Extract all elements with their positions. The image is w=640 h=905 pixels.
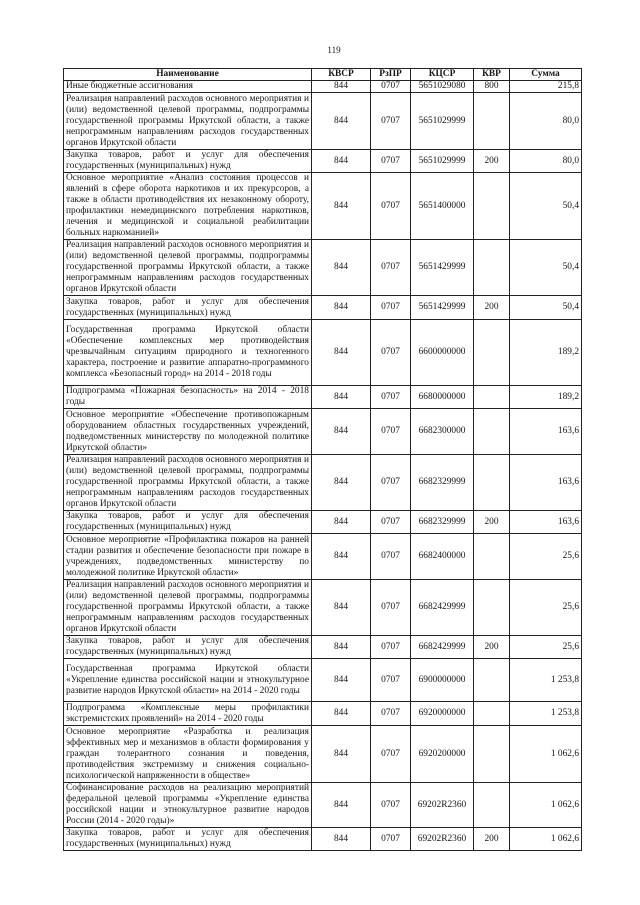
table-row	[64, 386, 582, 409]
cell-kvr: 200	[474, 511, 510, 534]
cell-kcsr: 6920200000	[411, 726, 474, 783]
cell-kvsr: 844	[312, 783, 371, 828]
cell-kcsr: 5651029080	[411, 81, 474, 93]
cell-kvr: 200	[474, 296, 510, 320]
table-row	[64, 150, 582, 173]
cell-name: Закупка товаров, работ и услуг для обеспечения государственных (муниципальных) нужд	[64, 150, 312, 173]
cell-kvr	[474, 726, 510, 783]
cell-kvsr: 844	[312, 455, 371, 511]
cell-rzpr: 0707	[371, 659, 411, 702]
page-number: 119	[327, 45, 341, 55]
cell-kvsr: 844	[312, 580, 371, 636]
cell-kvr	[474, 93, 510, 150]
cell-sum: 1 253,8	[510, 702, 582, 726]
cell-kvr	[474, 409, 510, 455]
cell-sum: 163,6	[510, 455, 582, 511]
table-row	[64, 511, 582, 534]
cell-name: Государственная программа Иркутской области «Обеспечение комплексных мер противодействия чрезвычайным ситуациям природного и техногенного характера, построение и развитие аппаратно-программного комплекса «Безопасный город» на 2014 - 2018 годы	[64, 320, 312, 386]
cell-name: Основное мероприятие «Обеспечение противопожарным оборудованием областных государственных учреждений, подведомственных министерству по молодежной политике Иркутской области»	[64, 409, 312, 455]
cell-sum: 1 062,6	[510, 828, 582, 851]
table-row	[64, 783, 582, 828]
header-kcsr: КЦСР	[411, 69, 474, 81]
cell-rzpr: 0707	[371, 93, 411, 150]
cell-kvr	[474, 659, 510, 702]
cell-kvsr: 844	[312, 150, 371, 173]
cell-name: Основное мероприятие «Профилактика пожаров на ранней стадии развития и обеспечение безопасности при пожаре в учреждениях, подведомственных министерству по молодежной политике Иркутской области»	[64, 534, 312, 580]
table-row	[64, 534, 582, 580]
header-rzpr: РзПР	[371, 69, 411, 81]
cell-kcsr: 6682429999	[411, 580, 474, 636]
cell-kcsr: 6900000000	[411, 659, 474, 702]
cell-sum: 80,0	[510, 93, 582, 150]
cell-kvsr: 844	[312, 386, 371, 409]
cell-rzpr: 0707	[371, 150, 411, 173]
cell-rzpr: 0707	[371, 783, 411, 828]
cell-name: Реализация направлений расходов основного мероприятия и (или) ведомственной целевой программы, подпрограммы государственной программы Иркутской области, а также непрограммным направлениям расходов государственных органов Иркутской области	[64, 240, 312, 296]
table-header-row	[64, 69, 582, 81]
cell-kvr	[474, 580, 510, 636]
cell-kvr	[474, 173, 510, 240]
table-row	[64, 173, 582, 240]
header-kvr: КВР	[474, 69, 510, 81]
table-row	[64, 93, 582, 150]
cell-rzpr: 0707	[371, 534, 411, 580]
cell-kvr	[474, 702, 510, 726]
table-row	[64, 659, 582, 702]
table-row	[64, 455, 582, 511]
cell-kcsr: 5651400000	[411, 173, 474, 240]
cell-rzpr: 0707	[371, 636, 411, 659]
cell-kvsr: 844	[312, 93, 371, 150]
cell-name: Подпрограмма «Пожарная безопасность» на 2014 - 2018 годы	[64, 386, 312, 409]
cell-kvsr: 844	[312, 534, 371, 580]
cell-kcsr: 6682329999	[411, 455, 474, 511]
cell-kcsr: 5651029999	[411, 93, 474, 150]
cell-kcsr: 6682429999	[411, 636, 474, 659]
table-row	[64, 409, 582, 455]
cell-kvsr: 844	[312, 296, 371, 320]
cell-kcsr: 69202R2360	[411, 828, 474, 851]
cell-sum: 50,4	[510, 173, 582, 240]
cell-name: Государственная программа Иркутской области «Укрепление единства российской нации и этнокультурное развитие народов Иркутской области» на 2014 - 2020 годы	[64, 659, 312, 702]
cell-kcsr: 5651429999	[411, 296, 474, 320]
cell-sum: 80,0	[510, 150, 582, 173]
cell-kvsr: 844	[312, 173, 371, 240]
cell-rzpr: 0707	[371, 455, 411, 511]
cell-kcsr: 6682300000	[411, 409, 474, 455]
cell-sum: 1 253,8	[510, 659, 582, 702]
cell-rzpr: 0707	[371, 580, 411, 636]
cell-name: Реализация направлений расходов основного мероприятия и (или) ведомственной целевой программы, подпрограммы государственной программы Иркутской области, а также непрограммным направлениям расходов государственных органов Иркутской области	[64, 93, 312, 150]
cell-kvsr: 844	[312, 659, 371, 702]
cell-kvsr: 844	[312, 726, 371, 783]
cell-rzpr: 0707	[371, 828, 411, 851]
cell-kvr	[474, 534, 510, 580]
cell-name: Закупка товаров, работ и услуг для обеспечения государственных (муниципальных) нужд	[64, 511, 312, 534]
cell-name: Иные бюджетные ассигнования	[64, 81, 312, 93]
table-row	[64, 580, 582, 636]
cell-name: Основное мероприятие «Анализ состояния процессов и явлений в сфере оборота наркотиков и их прекурсоров, а также в области противодействия их незаконному обороту, профилактики немедицинского потребления наркотиков, лечения и медицинской и социальной реабилитации больных наркоманией»	[64, 173, 312, 240]
cell-kvr	[474, 386, 510, 409]
cell-name: Закупка товаров, работ и услуг для обеспечения государственных (муниципальных) нужд	[64, 828, 312, 851]
table-row	[64, 726, 582, 783]
table-row	[64, 828, 582, 851]
cell-kvr: 200	[474, 828, 510, 851]
cell-kvr	[474, 320, 510, 386]
cell-kcsr: 5651029999	[411, 150, 474, 173]
table-row	[64, 320, 582, 386]
header-kvsr: КВСР	[312, 69, 371, 81]
cell-rzpr: 0707	[371, 81, 411, 93]
cell-sum: 50,4	[510, 240, 582, 296]
cell-kvsr: 844	[312, 320, 371, 386]
cell-sum: 25,6	[510, 580, 582, 636]
cell-kcsr: 6600000000	[411, 320, 474, 386]
header-sum: Сумма	[510, 69, 582, 81]
cell-sum: 189,2	[510, 320, 582, 386]
table-row	[64, 636, 582, 659]
cell-kvr	[474, 455, 510, 511]
cell-sum: 25,6	[510, 534, 582, 580]
cell-rzpr: 0707	[371, 320, 411, 386]
header-name: Наименование	[64, 69, 312, 81]
cell-name: Реализация направлений расходов основного мероприятия и (или) ведомственной целевой программы, подпрограммы государственной программы Иркутской области, а также непрограммным направлениям расходов государственных органов Иркутской области	[64, 455, 312, 511]
cell-kcsr: 69202R2360	[411, 783, 474, 828]
cell-name: Закупка товаров, работ и услуг для обеспечения государственных (муниципальных) нужд	[64, 636, 312, 659]
table-row	[64, 702, 582, 726]
cell-name: Подпрограмма «Комплексные меры профилактики экстремистских проявлений» на 2014 - 2020 годы	[64, 702, 312, 726]
cell-name: Основное мероприятие «Разработка и реализация эффективных мер и механизмов в области формирования у граждан толерантного сознания и поведения, противодействия экстремизму и снижения социально-психологической напряженности в обществе»	[64, 726, 312, 783]
cell-name: Реализация направлений расходов основного мероприятия и (или) ведомственной целевой программы, подпрограммы государственной программы Иркутской области, а также непрограммным направлениям расходов государственных органов Иркутской области	[64, 580, 312, 636]
cell-kcsr: 6682400000	[411, 534, 474, 580]
cell-sum: 25,6	[510, 636, 582, 659]
cell-sum: 1 062,6	[510, 783, 582, 828]
cell-kcsr: 6920000000	[411, 702, 474, 726]
cell-rzpr: 0707	[371, 409, 411, 455]
cell-rzpr: 0707	[371, 726, 411, 783]
cell-sum: 215,8	[510, 81, 582, 93]
cell-kvsr: 844	[312, 636, 371, 659]
cell-kvsr: 844	[312, 81, 371, 93]
cell-rzpr: 0707	[371, 240, 411, 296]
cell-kcsr: 5651429999	[411, 240, 474, 296]
cell-kcsr: 6680000000	[411, 386, 474, 409]
cell-kvsr: 844	[312, 240, 371, 296]
cell-rzpr: 0707	[371, 702, 411, 726]
cell-rzpr: 0707	[371, 511, 411, 534]
table-row	[64, 296, 582, 320]
cell-kcsr: 6682329999	[411, 511, 474, 534]
cell-kvr	[474, 783, 510, 828]
cell-rzpr: 0707	[371, 296, 411, 320]
cell-sum: 163,6	[510, 409, 582, 455]
cell-name: Закупка товаров, работ и услуг для обеспечения государственных (муниципальных) нужд	[64, 296, 312, 320]
cell-rzpr: 0707	[371, 173, 411, 240]
budget-table	[63, 68, 582, 851]
cell-kvr: 800	[474, 81, 510, 93]
table-row	[64, 81, 582, 93]
cell-kvr: 200	[474, 150, 510, 173]
cell-name: Софинансирование расходов на реализацию мероприятий федеральной целевой программы «Укрепление единства российской нации и этнокультурное развитие народов России (2014 - 2020 годы)»	[64, 783, 312, 828]
cell-sum: 1 062,6	[510, 726, 582, 783]
cell-sum: 50,4	[510, 296, 582, 320]
cell-kvr	[474, 240, 510, 296]
cell-kvsr: 844	[312, 702, 371, 726]
cell-sum: 189,2	[510, 386, 582, 409]
cell-rzpr: 0707	[371, 386, 411, 409]
table-row	[64, 240, 582, 296]
cell-sum: 163,6	[510, 511, 582, 534]
cell-kvsr: 844	[312, 828, 371, 851]
cell-kvsr: 844	[312, 409, 371, 455]
cell-kvsr: 844	[312, 511, 371, 534]
cell-kvr: 200	[474, 636, 510, 659]
